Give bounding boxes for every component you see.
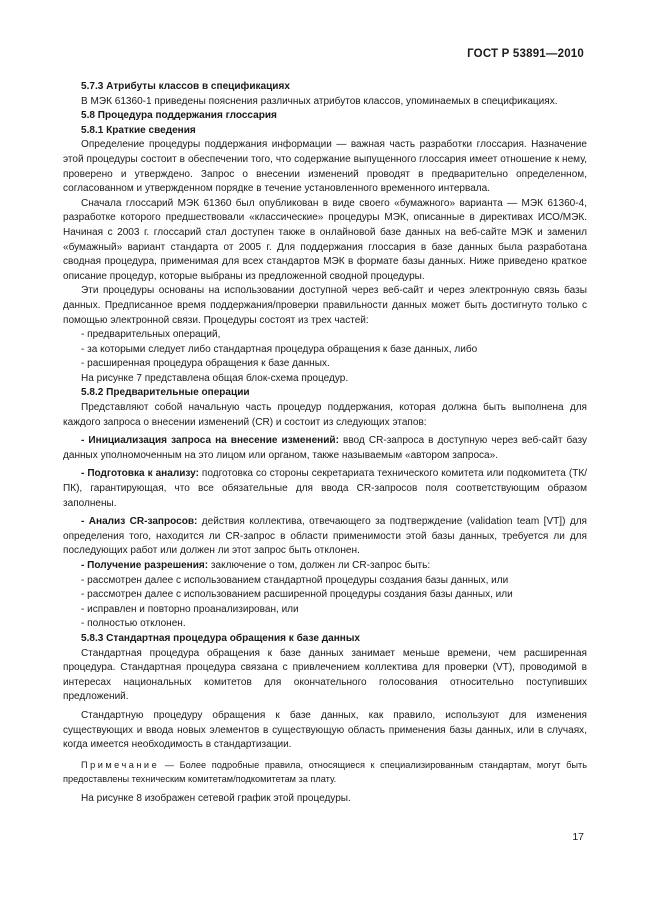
step-text: подготовка со стороны секретариата технического комитета или подкомитета (ТК/ПК), гарантирующая, что все обязательные для ввода CR-запросов поля соответствующим образом заполнены. — [63, 468, 587, 509]
step-label: - Инициализация запроса на внесение изменений: — [81, 435, 339, 447]
heading-5-8-3: 5.8.3 Стандартная процедура обращения к базе данных — [81, 632, 361, 644]
standard-designation: ГОСТ Р 53891—2010 — [467, 48, 584, 60]
paragraph: На рисунке 8 изображен сетевой график этой процедуры. — [81, 792, 351, 804]
heading-5-8-1: 5.8.1 Краткие сведения — [81, 124, 196, 136]
list-item: - расширенная процедура обращения к базе данных. — [81, 358, 330, 370]
paragraph: Стандартная процедура обращения к базе данных занимает меньше времени, чем расширенная процедура. Стандартная процедура связана с привлечением коллектива для проверки (VT), проводимой в интересах национальных комитетов для окончательного голосования относительно поступивших предложений. — [63, 647, 587, 703]
step-label: - Получение разрешения: — [81, 560, 209, 571]
step-label: - Анализ CR-запросов: — [81, 516, 198, 528]
heading-5-7-3: 5.7.3 Атрибуты классов в спецификациях — [81, 81, 290, 92]
paragraph: На рисунке 7 представлена общая блок-схема процедур. — [81, 372, 349, 384]
note — [63, 758, 587, 786]
page-number: 17 — [572, 831, 584, 843]
heading-5-8-2: 5.8.2 Предварительные операции — [81, 387, 250, 399]
document-body — [63, 80, 587, 806]
step-paragraph — [63, 559, 587, 574]
list-item: - рассмотрен далее с использованием расширенной процедуры создания базы данных, или — [81, 589, 513, 601]
step-paragraph — [63, 467, 587, 511]
paragraph: Сначала глоссарий МЭК 61360 был опубликован в виде своего «бумажного» варианта — МЭК 61360-4, разработке которого предшествовали «классические» процедуры МЭК, описанные в директивах ИСО/МЭК. Начиная с 2003 г. глоссарий стал доступен также в онлайновой базе данных на веб-сайте МЭК и заменил «бумажный» вариант стандарта от 2005 г. Для поддержания глоссария в базе данных была разработана сводная процедура, применимая для всех стандартов МЭК в формате базы данных. Ниже приведено краткое описание процедур, которые выбраны из предложенной сводной процедуры. — [63, 197, 587, 282]
step-paragraph — [63, 515, 587, 559]
list-item: - за которыми следует либо стандартная процедура обращения к базе данных, либо — [81, 343, 478, 355]
note-text: — Более подробные правила, относящиеся к специализированным стандартам, могут быть предоставлены техническим комитетам/подкомитетам за плату. — [63, 759, 587, 784]
list-item: - полностью отклонен. — [81, 618, 186, 630]
step-paragraph — [63, 434, 587, 463]
paragraph: Определение процедуры поддержания информации — важная часть разработки глоссария. Назначение этой процедуры состоит в обеспечении того, что содержание выпущенного глоссария имеет отношение к нему, проверено и утверждено. Запрос о внесении изменений проводят в предварительно определенном, согласованном и утвержденном порядке в течение установленного временного интервала. — [63, 139, 587, 195]
step-text: действия коллектива, отвечающего за подтверждение (validation team [VT]) для определения того, находится ли CR-запрос в области применимости этой базы данных, требуется ли для последующих работ или должен ли этот запрос быть отклонен. — [63, 516, 587, 557]
list-item: - рассмотрен далее с использованием стандартной процедуры создания базы данных, или — [81, 574, 509, 586]
paragraph: В МЭК 61360-1 приведены пояснения различных атрибутов классов, упоминаемых в спецификациях. — [81, 95, 558, 107]
heading-5-8: 5.8 Процедура поддержания глоссария — [81, 110, 277, 122]
step-label: - Подготовка к анализу: — [81, 468, 199, 480]
list-item: - исправлен и повторно проанализирован, или — [81, 603, 299, 615]
step-text: ввод CR-запроса в доступную через веб-сайт базу данных уполномоченным на это лицом или органом, также называемым «автором запроса». — [63, 435, 587, 461]
list-item: - предварительных операций, — [81, 329, 221, 341]
step-text: заключение о том, должен ли CR-запрос быть: — [208, 560, 431, 571]
paragraph: Представляют собой начальную часть процедур поддержания, которая должна быть выполнена для каждого запроса о внесении изменений (CR) и состоит из следующих этапов: — [63, 402, 587, 428]
paragraph: Стандартную процедуру обращения к базе данных, как правило, используют для изменения существующих и ввода новых элементов в существующую область применения базы данных, или в случаях, когда имеется необходимость в стандартизации. — [63, 709, 587, 751]
paragraph: Эти процедуры основаны на использовании доступной через веб-сайт и через электронную связь базы данных. Предписанное время поддержания/проверки правильности данных может быть достигнуто только с помощью электронной связи. Процедуры состоят из трех частей: — [63, 285, 587, 326]
note-label: Примечание — [81, 759, 160, 770]
